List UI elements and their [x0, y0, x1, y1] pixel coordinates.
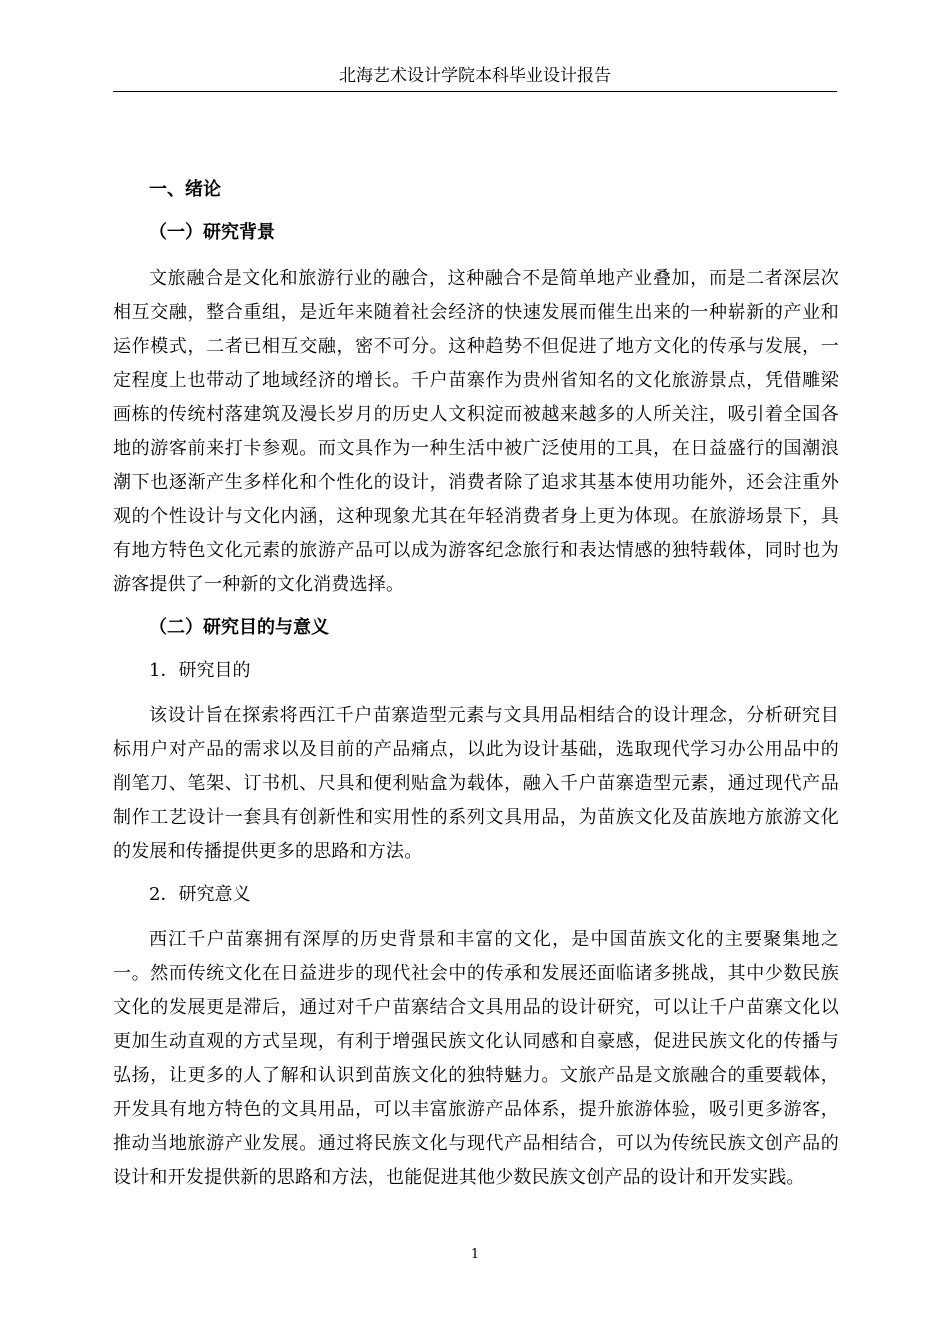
body-content [113, 176, 839, 1207]
paragraph-significance: 西江千户苗寨拥有深厚的历史背景和丰富的文化，是中国苗族文化的主要聚集地之一。然而传统文化在日益进步的现代社会中的传承和发展还面临诸多挑战，其中少数民族文化的发展更是滞后，通过对千户苗寨结合文具用品的设计研究，可以让千户苗寨文化以更加生动直观的方式呈现，有利于增强民族文化认同感和自豪感，促进民族文化的传播与弘扬，让更多的人了解和认识到苗族文化的独特魅力。文旅产品是文旅融合的重要载体，开发具有地方特色的文具用品，可以丰富旅游产品体系，提升旅游体验，吸引更多游客，推动当地旅游产业发展。通过将民族文化与现代产品相结合，可以为传统民族文创产品的设计和开发提供新的思路和方法，也能促进其他少数民族文创产品的设计和开发实践。 [113, 929, 839, 1188]
chapter-heading: 一、绪论 [149, 179, 221, 200]
page-header [113, 64, 837, 92]
subheading-purpose: 1．研究目的 [149, 660, 251, 681]
page-number: 1 [470, 1247, 480, 1262]
paragraph-background: 文旅融合是文化和旅游行业的融合，这种融合不是简单地产业叠加，而是二者深层次相互交融，整合重组，是近年来随着社会经济的快速发展而催生出来的一种崭新的产业和运作模式，二者已相互交融，密不可分。这种趋势不但促进了地方文化的传承与发展，一定程度上也带动了地域经济的增长。千户苗寨作为贵州省知名的文化旅游景点，凭借雕梁画栋的传统村落建筑及漫长岁月的历史人文积淀而被越来越多的人所关注，吸引着全国各地的游客前来打卡参观。而文具作为一种生活中被广泛使用的工具，在日益盛行的国潮浪潮下也逐渐产生多样化和个性化的设计，消费者除了追求其基本使用功能外，还会注重外观的个性设计与文化内涵，这种现象尤其在年轻消费者身上更为体现。在旅游场景下，具有地方特色文化元素的旅游产品可以成为游客纪念旅行和表达情感的独特载体，同时也为游客提供了一种新的文化消费选择。 [113, 268, 839, 595]
paragraph-purpose: 该设计旨在探索将西江千户苗寨造型元素与文具用品相结合的设计理念，分析研究目标用户对产品的需求以及目前的产品痛点，以此为设计基础，选取现代学习办公用品中的削笔刀、笔架、订书机、尺具和便利贴盒为载体，融入千户苗寨造型元素，通过现代产品制作工艺设计一套具有创新性和实用性的系列文具用品，为苗族文化及苗族地方旅游文化的发展和传播提供更多的思路和方法。 [113, 705, 839, 862]
header-title: 北海艺术设计学院本科毕业设计报告 [339, 66, 611, 86]
section-heading-purpose: （二）研究目的与意义 [149, 617, 329, 638]
subheading-significance: 2．研究意义 [149, 884, 251, 905]
section-heading-background: （一）研究背景 [149, 222, 275, 243]
